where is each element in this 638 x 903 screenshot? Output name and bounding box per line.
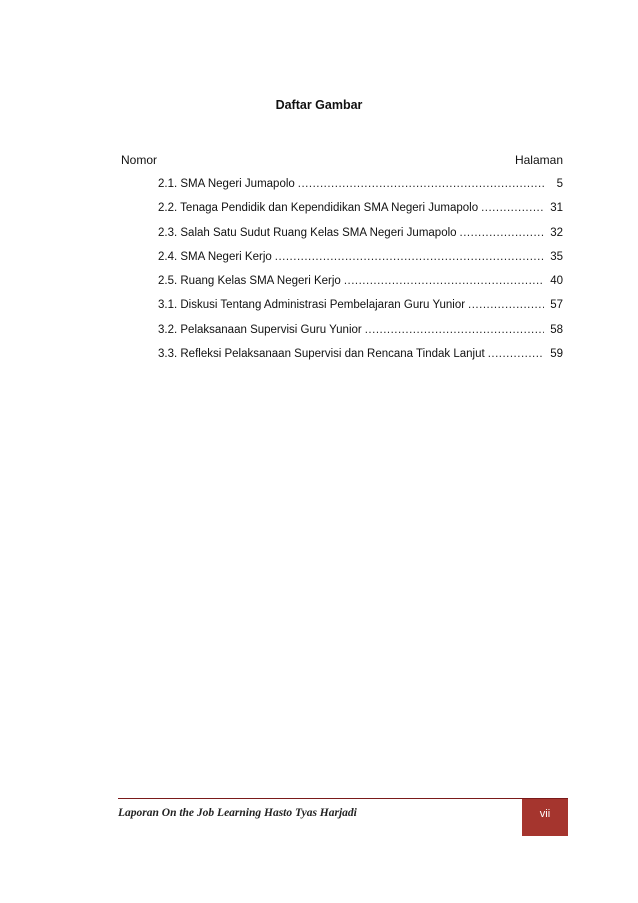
entry-page: 58 [550, 323, 563, 336]
leader-dots [481, 202, 544, 214]
page-number-badge: vii [522, 799, 568, 836]
leader-dots [365, 324, 544, 336]
leader-dots [460, 227, 544, 239]
entry-page: 57 [550, 299, 563, 312]
entry-page: 32 [550, 226, 563, 239]
list-item [158, 348, 563, 372]
entry-page: 31 [550, 202, 563, 215]
leader-dots [344, 275, 544, 287]
entry-page: 40 [550, 275, 563, 288]
page-title: Daftar Gambar [275, 98, 363, 112]
footer-divider [118, 798, 568, 799]
footer-title: Laporan On the Job Learning Hasto Tyas Harjadi [118, 807, 357, 819]
entry-page: 5 [556, 178, 563, 190]
entry-label: 2.1. SMA Negeri Jumapolo [158, 178, 295, 190]
leader-dots [275, 251, 544, 263]
list-item [158, 178, 563, 202]
entry-label: 3.2. Pelaksanaan Supervisi Guru Yunior [158, 323, 362, 336]
leader-dots [488, 348, 544, 360]
list-item [158, 202, 563, 226]
entry-label: 3.1. Diskusi Tentang Administrasi Pembelajaran Guru Yunior [158, 299, 466, 312]
entry-label: 2.2. Tenaga Pendidik dan Kependidikan SMA Negeri Jumapolo [158, 202, 479, 215]
entry-label: 2.4. SMA Negeri Kerjo [158, 250, 272, 263]
column-header-halaman: Halaman [514, 153, 563, 167]
list-item [158, 251, 563, 275]
entry-page: 59 [550, 348, 563, 361]
list-item [158, 227, 563, 251]
list-item [158, 299, 563, 323]
leader-dots [468, 299, 544, 311]
entry-page: 35 [550, 250, 563, 263]
figure-list [158, 178, 563, 372]
column-header-nomor: Nomor [121, 153, 158, 167]
entry-label: 2.3. Salah Satu Sudut Ruang Kelas SMA Negeri Jumapolo [158, 226, 457, 239]
list-item [158, 324, 563, 348]
leader-dots [298, 178, 544, 190]
list-item [158, 275, 563, 299]
entry-label: 3.3. Refleksi Pelaksanaan Supervisi dan Rencana Tindak Lanjut [158, 348, 485, 361]
entry-label: 2.5. Ruang Kelas SMA Negeri Kerjo [158, 275, 341, 288]
